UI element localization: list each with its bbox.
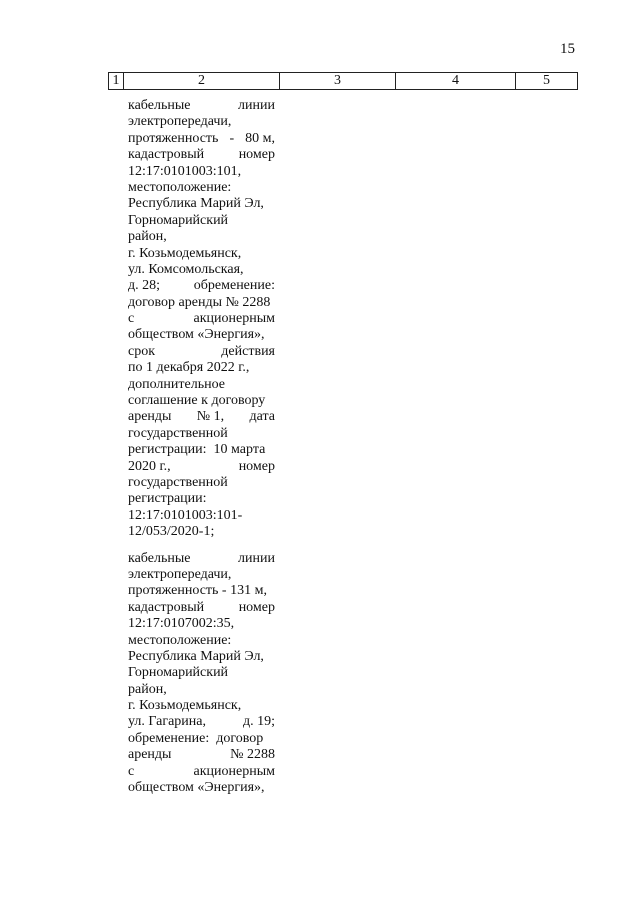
entry-text: дата [249, 409, 275, 425]
entry-line [128, 491, 275, 507]
entry-line [128, 551, 275, 567]
entry-line [128, 747, 275, 763]
entry-line [128, 114, 275, 130]
entry-text: дополнительное [128, 376, 225, 392]
entry-line [128, 665, 275, 681]
entry-line [128, 147, 275, 163]
entry-text: ул. Комсомольская, [128, 261, 244, 277]
entry-text: номер [238, 458, 275, 474]
entry-text: 80 м, [245, 130, 275, 146]
entry-text: обществом «Энергия», [128, 780, 265, 796]
entry-text: аренды [128, 409, 172, 425]
entry-line [128, 731, 275, 747]
entry-text: номер [238, 599, 275, 615]
entry-line [128, 524, 275, 540]
entry-text: соглашение к договору [128, 393, 266, 409]
entry-text: местоположение: [128, 179, 232, 195]
entry-line [128, 311, 275, 327]
entry-text: акционерным [193, 763, 275, 779]
entry-text: договор аренды № 2288 [128, 294, 271, 310]
page-number: 15 [560, 41, 575, 57]
entry-line [128, 393, 275, 409]
entry-line [128, 508, 275, 524]
entry-line [128, 475, 275, 491]
entry-line [128, 698, 275, 714]
entry-text: ул. Гагарина, [128, 714, 206, 730]
entry-line [128, 616, 275, 632]
entry-text: с [128, 311, 135, 327]
entry-line [128, 213, 275, 229]
entry-line [128, 164, 275, 180]
entry-text: по 1 декабря 2022 г., [128, 360, 250, 376]
entry-line [128, 262, 275, 278]
entry-line [128, 426, 275, 442]
entry-text: кадастровый [128, 599, 205, 615]
entry-text: Республика Марий Эл, [128, 196, 264, 212]
entry-line [128, 600, 275, 616]
entry-line [128, 229, 275, 245]
entry-line [128, 409, 275, 425]
column-number-3: 3 [280, 73, 396, 90]
entry-text: район, [128, 681, 167, 697]
property-entry [128, 98, 275, 541]
entry-line [128, 633, 275, 649]
entry-text: Горномарийский [128, 665, 229, 681]
column-2-content [128, 98, 275, 806]
entry-text: 2020 г., [128, 458, 171, 474]
entry-text: д. 19; [242, 714, 275, 730]
entry-text: линии [238, 550, 275, 566]
entry-line [128, 360, 275, 376]
entry-line [128, 131, 275, 147]
entry-text: регистрации: 10 марта [128, 442, 266, 458]
entry-text: линии [238, 98, 275, 113]
entry-line [128, 196, 275, 212]
entry-line [128, 295, 275, 311]
entry-line [128, 583, 275, 599]
column-number-5: 5 [516, 73, 578, 90]
entry-text: с [128, 763, 135, 779]
property-entry [128, 551, 275, 797]
entry-line [128, 180, 275, 196]
entry-line [128, 278, 275, 294]
entry-text: местоположение: [128, 632, 232, 648]
entry-text: электропередачи, [128, 114, 232, 130]
column-number-4: 4 [396, 73, 516, 90]
entry-text: г. Козьмодемьянск, [128, 698, 242, 714]
entry-line [128, 377, 275, 393]
entry-text: д. 28; [128, 278, 161, 294]
table-header [108, 72, 578, 90]
entry-text: протяженность - 131 м, [128, 583, 267, 599]
entry-line [128, 764, 275, 780]
entry-text: 12:17:0101003:101, [128, 163, 242, 179]
entry-text: район, [128, 229, 167, 245]
entry-text: аренды [128, 747, 172, 763]
entry-text: Республика Марий Эл, [128, 648, 264, 664]
entry-text: государственной [128, 425, 228, 441]
entry-text: кабельные [128, 550, 191, 566]
entry-text: акционерным [193, 311, 275, 327]
entry-text: № 2288 [230, 747, 275, 763]
column-number-1: 1 [109, 73, 124, 90]
table-header-row [109, 73, 578, 90]
entry-line [128, 649, 275, 665]
entry-line [128, 567, 275, 583]
entry-text: г. Козьмодемьянск, [128, 245, 242, 261]
entry-text: 12/053/2020-1; [128, 524, 215, 540]
entry-text: действия [221, 343, 275, 359]
entry-text: электропередачи, [128, 566, 232, 582]
column-number-2: 2 [124, 73, 280, 90]
entry-text: 12:17:0101003:101- [128, 507, 243, 523]
entry-text: № 1, [196, 409, 225, 425]
entry-line [128, 442, 275, 458]
entry-line [128, 327, 275, 343]
entry-line [128, 98, 275, 114]
entry-text: срок [128, 343, 156, 359]
entry-line [128, 714, 275, 730]
entry-line [128, 682, 275, 698]
entry-line [128, 780, 275, 796]
entry-text: кадастровый [128, 147, 205, 163]
entry-line [128, 459, 275, 475]
entry-text: - [229, 130, 235, 146]
entry-text: протяженность [128, 130, 219, 146]
entry-text: регистрации: [128, 491, 207, 507]
entry-text: обременение: договор [128, 730, 264, 746]
entry-text: кабельные [128, 98, 191, 113]
entry-text: обществом «Энергия», [128, 327, 265, 343]
entry-text: обременение: [193, 278, 275, 294]
entry-text: Горномарийский [128, 212, 229, 228]
entry-text: государственной [128, 474, 228, 490]
entry-text: 12:17:0107002:35, [128, 616, 235, 632]
entry-line [128, 344, 275, 360]
entry-line [128, 246, 275, 262]
entry-text: номер [238, 147, 275, 163]
